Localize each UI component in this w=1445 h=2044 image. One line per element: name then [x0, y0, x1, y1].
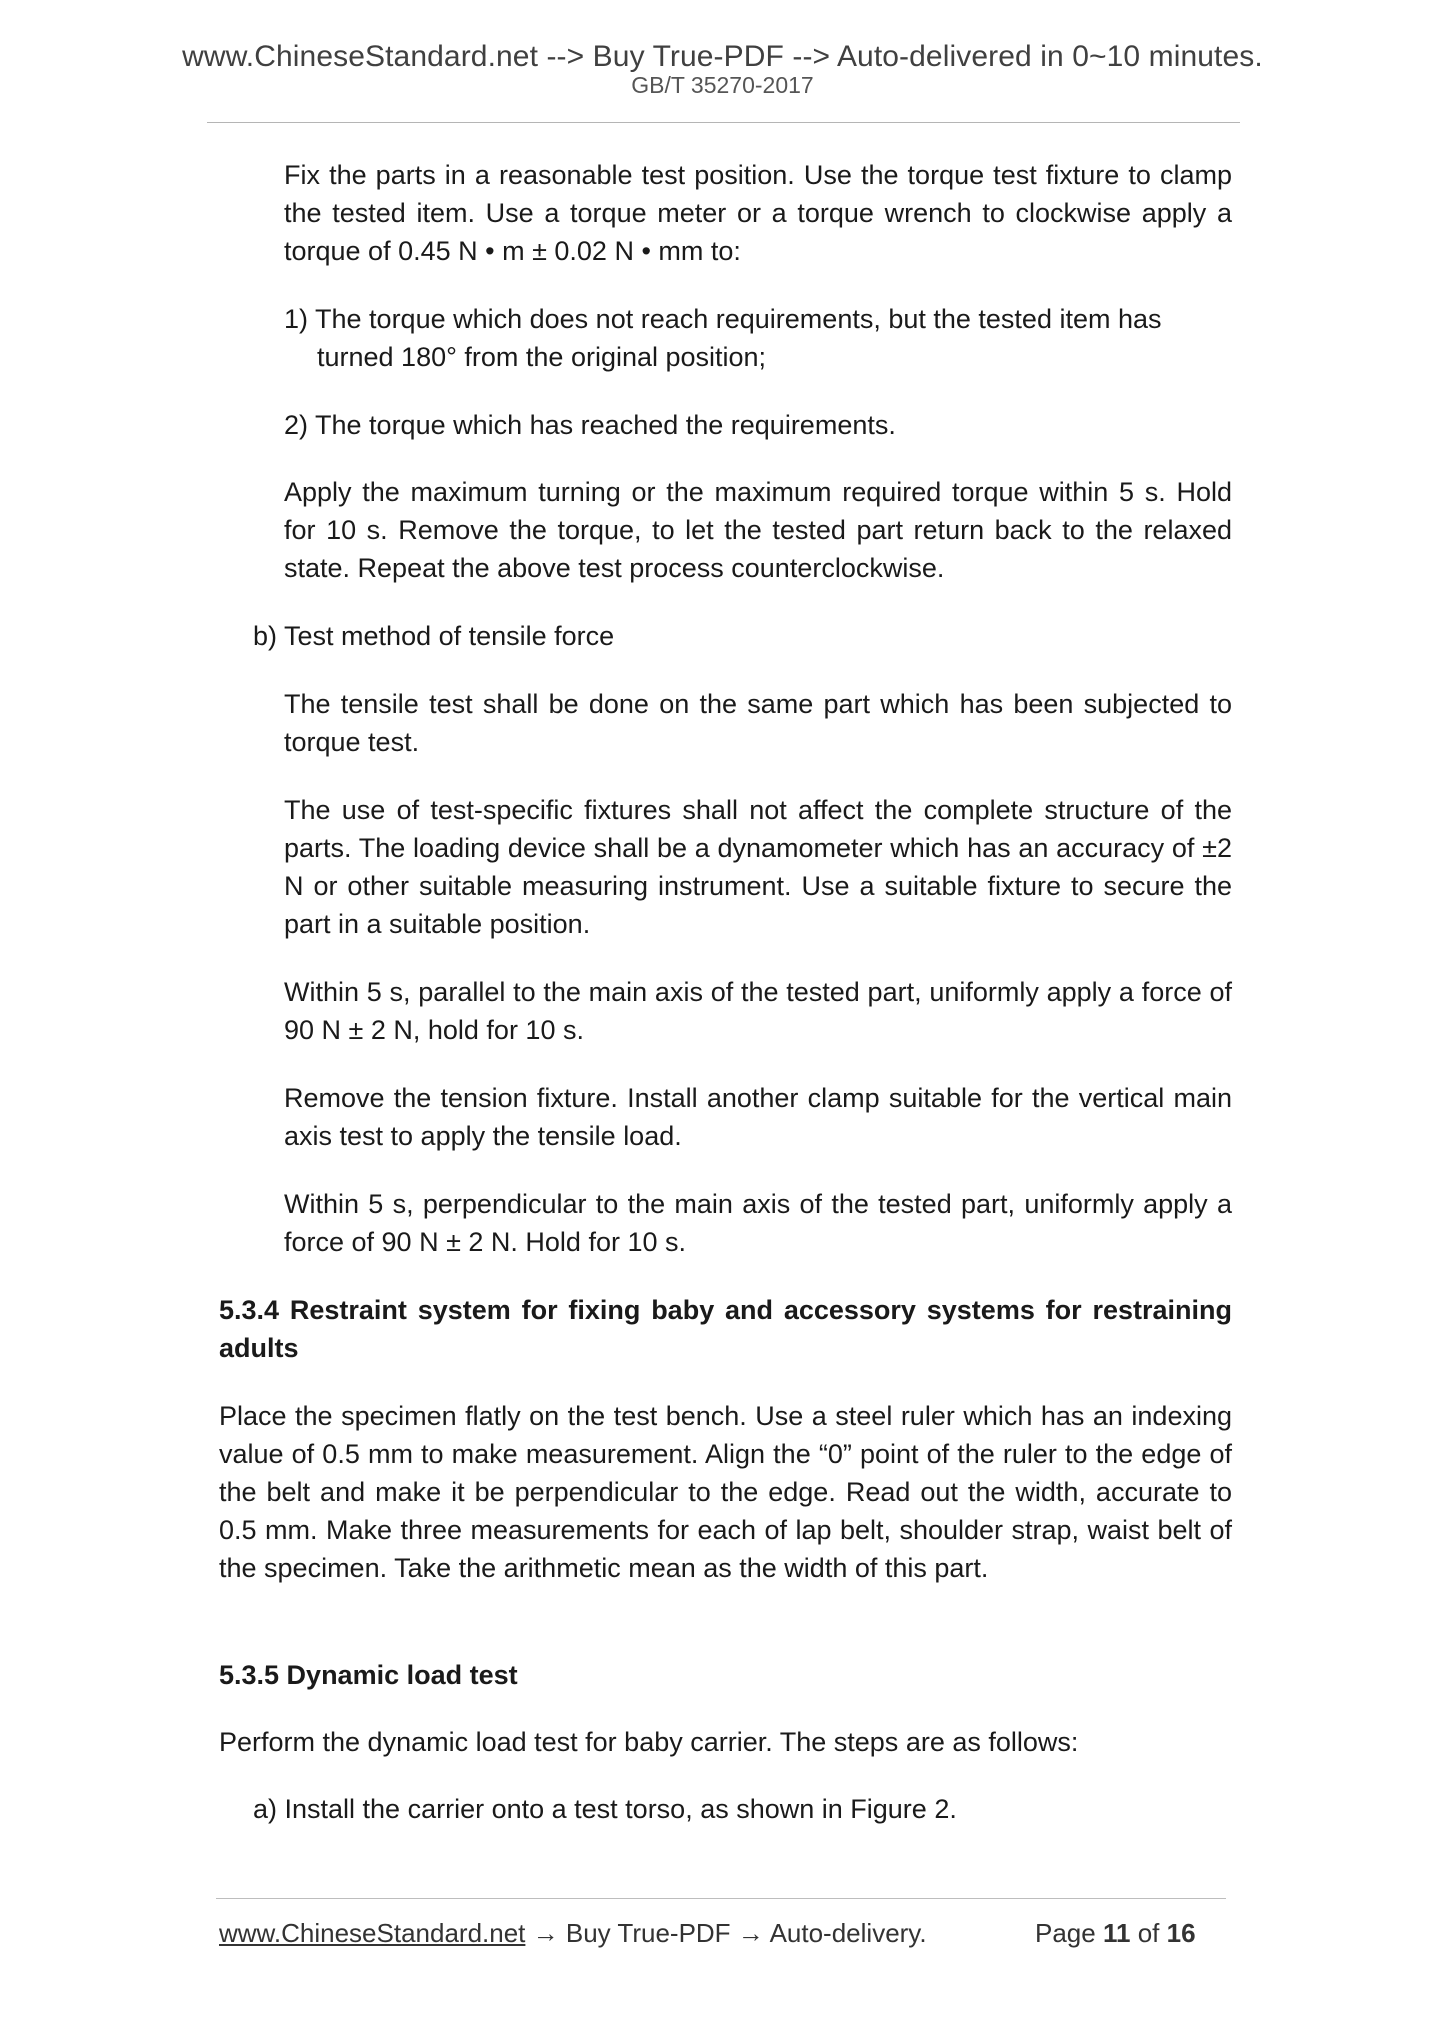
list-item-1: 1) The torque which does not reach requirements, but the tested item has turned 180° from the original position;	[284, 304, 1162, 372]
paragraph-remove-fixture: Remove the tension fixture. Install another clamp suitable for the vertical main axis test to apply the tensile load.	[284, 1083, 1232, 1151]
footer-tagline: → Buy True-PDF → Auto-delivery.	[525, 1918, 927, 1948]
footer-divider	[216, 1898, 1226, 1899]
paragraph-tensile-test: The tensile test shall be done on the same part which has been subjected to torque test.	[284, 689, 1232, 757]
paragraph-perpendicular-force: Within 5 s, perpendicular to the main axis of the tested part, uniformly apply a force of 90 N ± 2 N. Hold for 10 s.	[284, 1189, 1232, 1257]
list-item-2: 2) The torque which has reached the requirements.	[284, 410, 896, 440]
current-page: 11	[1102, 1918, 1131, 1948]
paragraph-dynamic-steps: Perform the dynamic load test for baby carrier. The steps are as follows:	[219, 1727, 1079, 1757]
paragraph-belt-width: Place the specimen flatly on the test bench. Use a steel ruler which has an indexing value of 0.5 mm to make measurement. Align the “0” point of the ruler to the edge of the belt and make it be perpendicular to the edge. Read out the width, accurate to 0.5 mm. Make three measurements for each of lap belt, shoulder strap, waist belt of the specimen. Take the arithmetic mean as the width of this part.	[219, 1401, 1232, 1583]
footer-links	[219, 1918, 927, 1949]
paragraph-torque-intro: Fix the parts in a reasonable test position. Use the torque test fixture to clamp the tested item. Use a torque meter or a torque wrench to clockwise apply a torque of 0.45 N • m ± 0.02 N • mm to:	[284, 160, 1232, 266]
total-pages: 16	[1166, 1918, 1196, 1948]
list-item-b: b) Test method of tensile force	[253, 621, 615, 651]
paragraph-apply-torque: Apply the maximum turning or the maximum required torque within 5 s. Hold for 10 s. Remove the torque, to let the tested part return back to the relaxed state. Repeat the above test process counterclockwise.	[284, 477, 1232, 583]
section-heading-5-3-4: 5.3.4 Restraint system for fixing baby and accessory systems for restraining adults	[219, 1295, 1232, 1363]
list-item-a: a) Install the carrier onto a test torso, as shown in Figure 2.	[253, 1794, 957, 1824]
standard-id: GB/T 35270-2017	[631, 72, 814, 98]
header-banner: www.ChineseStandard.net --> Buy True-PDF --> Auto-delivered in 0~10 minutes.	[182, 40, 1263, 73]
section-heading-5-3-5: 5.3.5 Dynamic load test	[219, 1660, 518, 1690]
header-divider	[207, 122, 1240, 123]
paragraph-parallel-force: Within 5 s, parallel to the main axis of the tested part, uniformly apply a force of 90 N ± 2 N, hold for 10 s.	[284, 977, 1232, 1045]
page-number: Page 11 of 16	[1035, 1918, 1196, 1948]
paragraph-fixtures: The use of test-specific fixtures shall not affect the complete structure of the parts. The loading device shall be a dynamometer which has an accuracy of ±2 N or other suitable measuring instrument. Use a suitable fixture to secure the part in a suitable position.	[284, 795, 1232, 939]
footer-site-link[interactable]: www.ChineseStandard.net	[219, 1918, 526, 1948]
